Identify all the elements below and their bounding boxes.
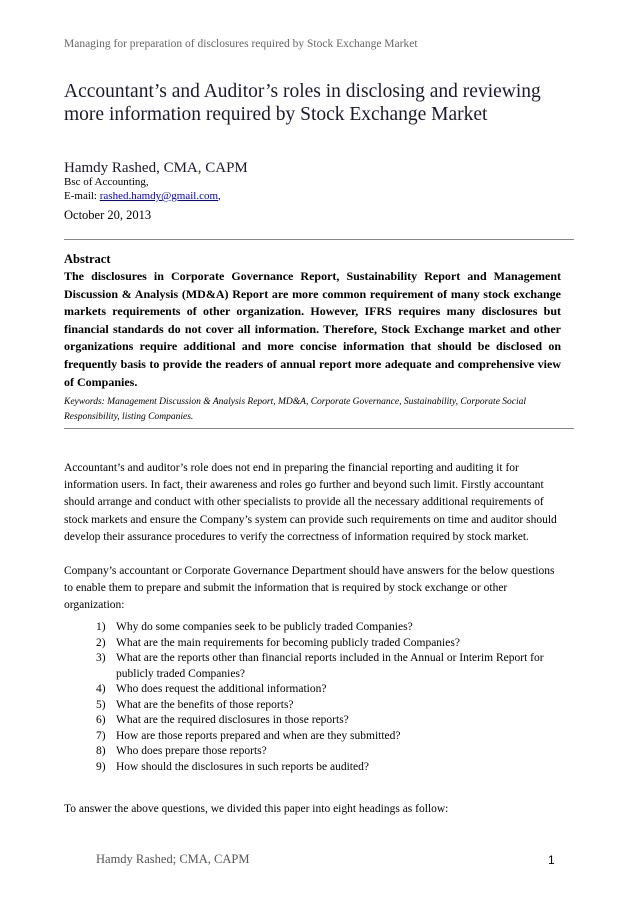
- email-link[interactable]: rashed.hamdy@gmail.com: [99, 190, 219, 202]
- question-text: What are the benefits of those reports?: [116, 698, 294, 711]
- question-text: How are those reports prepared and when are they submitted?: [116, 729, 401, 742]
- question-text: Why do some companies seek to be publicly traded Companies?: [116, 621, 413, 633]
- question-text: Who does request the additional information?: [116, 683, 327, 695]
- question-item: [64, 698, 574, 714]
- publication-date: October 20, 2013: [64, 208, 152, 222]
- question-number: 4): [96, 683, 106, 695]
- questions-list: [64, 620, 574, 775]
- question-text: What are the required disclosures in those reports?: [116, 714, 349, 726]
- email-label: E-mail:: [64, 190, 100, 202]
- running-header: Managing for preparation of disclosures required by Stock Exchange Market: [64, 38, 418, 50]
- paper-title-line-2: more information required by Stock Exchange Market: [64, 104, 488, 125]
- question-item: [64, 682, 574, 698]
- footer-author: Hamdy Rashed; CMA, CAPM: [96, 852, 250, 866]
- question-item: [64, 620, 574, 636]
- question-item: [64, 713, 574, 729]
- question-number: 6): [96, 714, 106, 726]
- question-text: How should the disclosures in such reports be audited?: [116, 760, 369, 773]
- intro-paragraph: Accountant’s and auditor’s role does not end in preparing the financial reporting and auditing it for information users. In fact, their awareness and roles go further and beyond such limit. Firstly accountant should arrange and conduct with other specialists to provide all the necessary additional requirements of stock markets and ensure the Company’s system can provide such requirements on time and auditor should develop their assurance procedures to verify the correctness of information required by stock market.: [64, 462, 557, 543]
- question-number: 3): [96, 652, 106, 664]
- question-number: 1): [96, 621, 106, 633]
- closing-paragraph: To answer the above questions, we divided this paper into eight headings as follow:: [64, 803, 449, 815]
- question-item: [64, 729, 574, 745]
- email-suffix: ,: [218, 190, 221, 202]
- abstract-body: The disclosures in Corporate Governance Report, Sustainability Report and Management Discussion & Analysis (MD&A) Report are more common requirement of many stock exchange markets requirements of other organization. However, IFRS requires many disclosures but financial standards do not cover all information. Therefore, Stock Exchange market and other organizations require additional and more concise information that should be disclosed on frequently basis to provide the readers of annual report more adequate and comprehensive view of Companies.: [64, 269, 561, 389]
- question-number: 2): [96, 636, 106, 649]
- keywords: Keywords: Management Discussion & Analysis Report, MD&A, Corporate Governance, Sustainability, Corporate Social Responsibility, listing Companies.: [64, 397, 527, 422]
- question-number: 5): [96, 698, 106, 711]
- author-degree: Bsc of Accounting,: [64, 176, 149, 188]
- question-item: [64, 760, 574, 776]
- question-number: 7): [96, 729, 106, 742]
- author-name: Hamdy Rashed, CMA, CAPM: [64, 160, 248, 176]
- questions-intro-paragraph: Company’s accountant or Corporate Governance Department should have answers for the below questions to enable them to prepare and submit the information that is required by stock exchange or other organization:: [64, 565, 555, 612]
- author-email-line: [64, 189, 221, 203]
- paper-title-line-1: Accountant’s and Auditor’s roles in disclosing and reviewing: [64, 81, 541, 102]
- page-number: 1: [548, 853, 555, 867]
- question-text: What are the reports other than financial reports included in the Annual or Interim Report for publicly traded Companies?: [116, 652, 544, 680]
- abstract-heading: Abstract: [64, 252, 111, 266]
- question-item: [64, 651, 574, 682]
- paper-title: [64, 80, 584, 126]
- question-text: Who does prepare those reports?: [116, 745, 267, 757]
- question-item: [64, 636, 574, 652]
- question-item: [64, 744, 574, 760]
- question-number: 8): [96, 745, 106, 757]
- question-text: What are the main requirements for becoming publicly traded Companies?: [116, 636, 460, 649]
- abstract-bottom-rule: [64, 428, 574, 429]
- question-number: 9): [96, 760, 106, 773]
- abstract-top-rule: [64, 239, 574, 240]
